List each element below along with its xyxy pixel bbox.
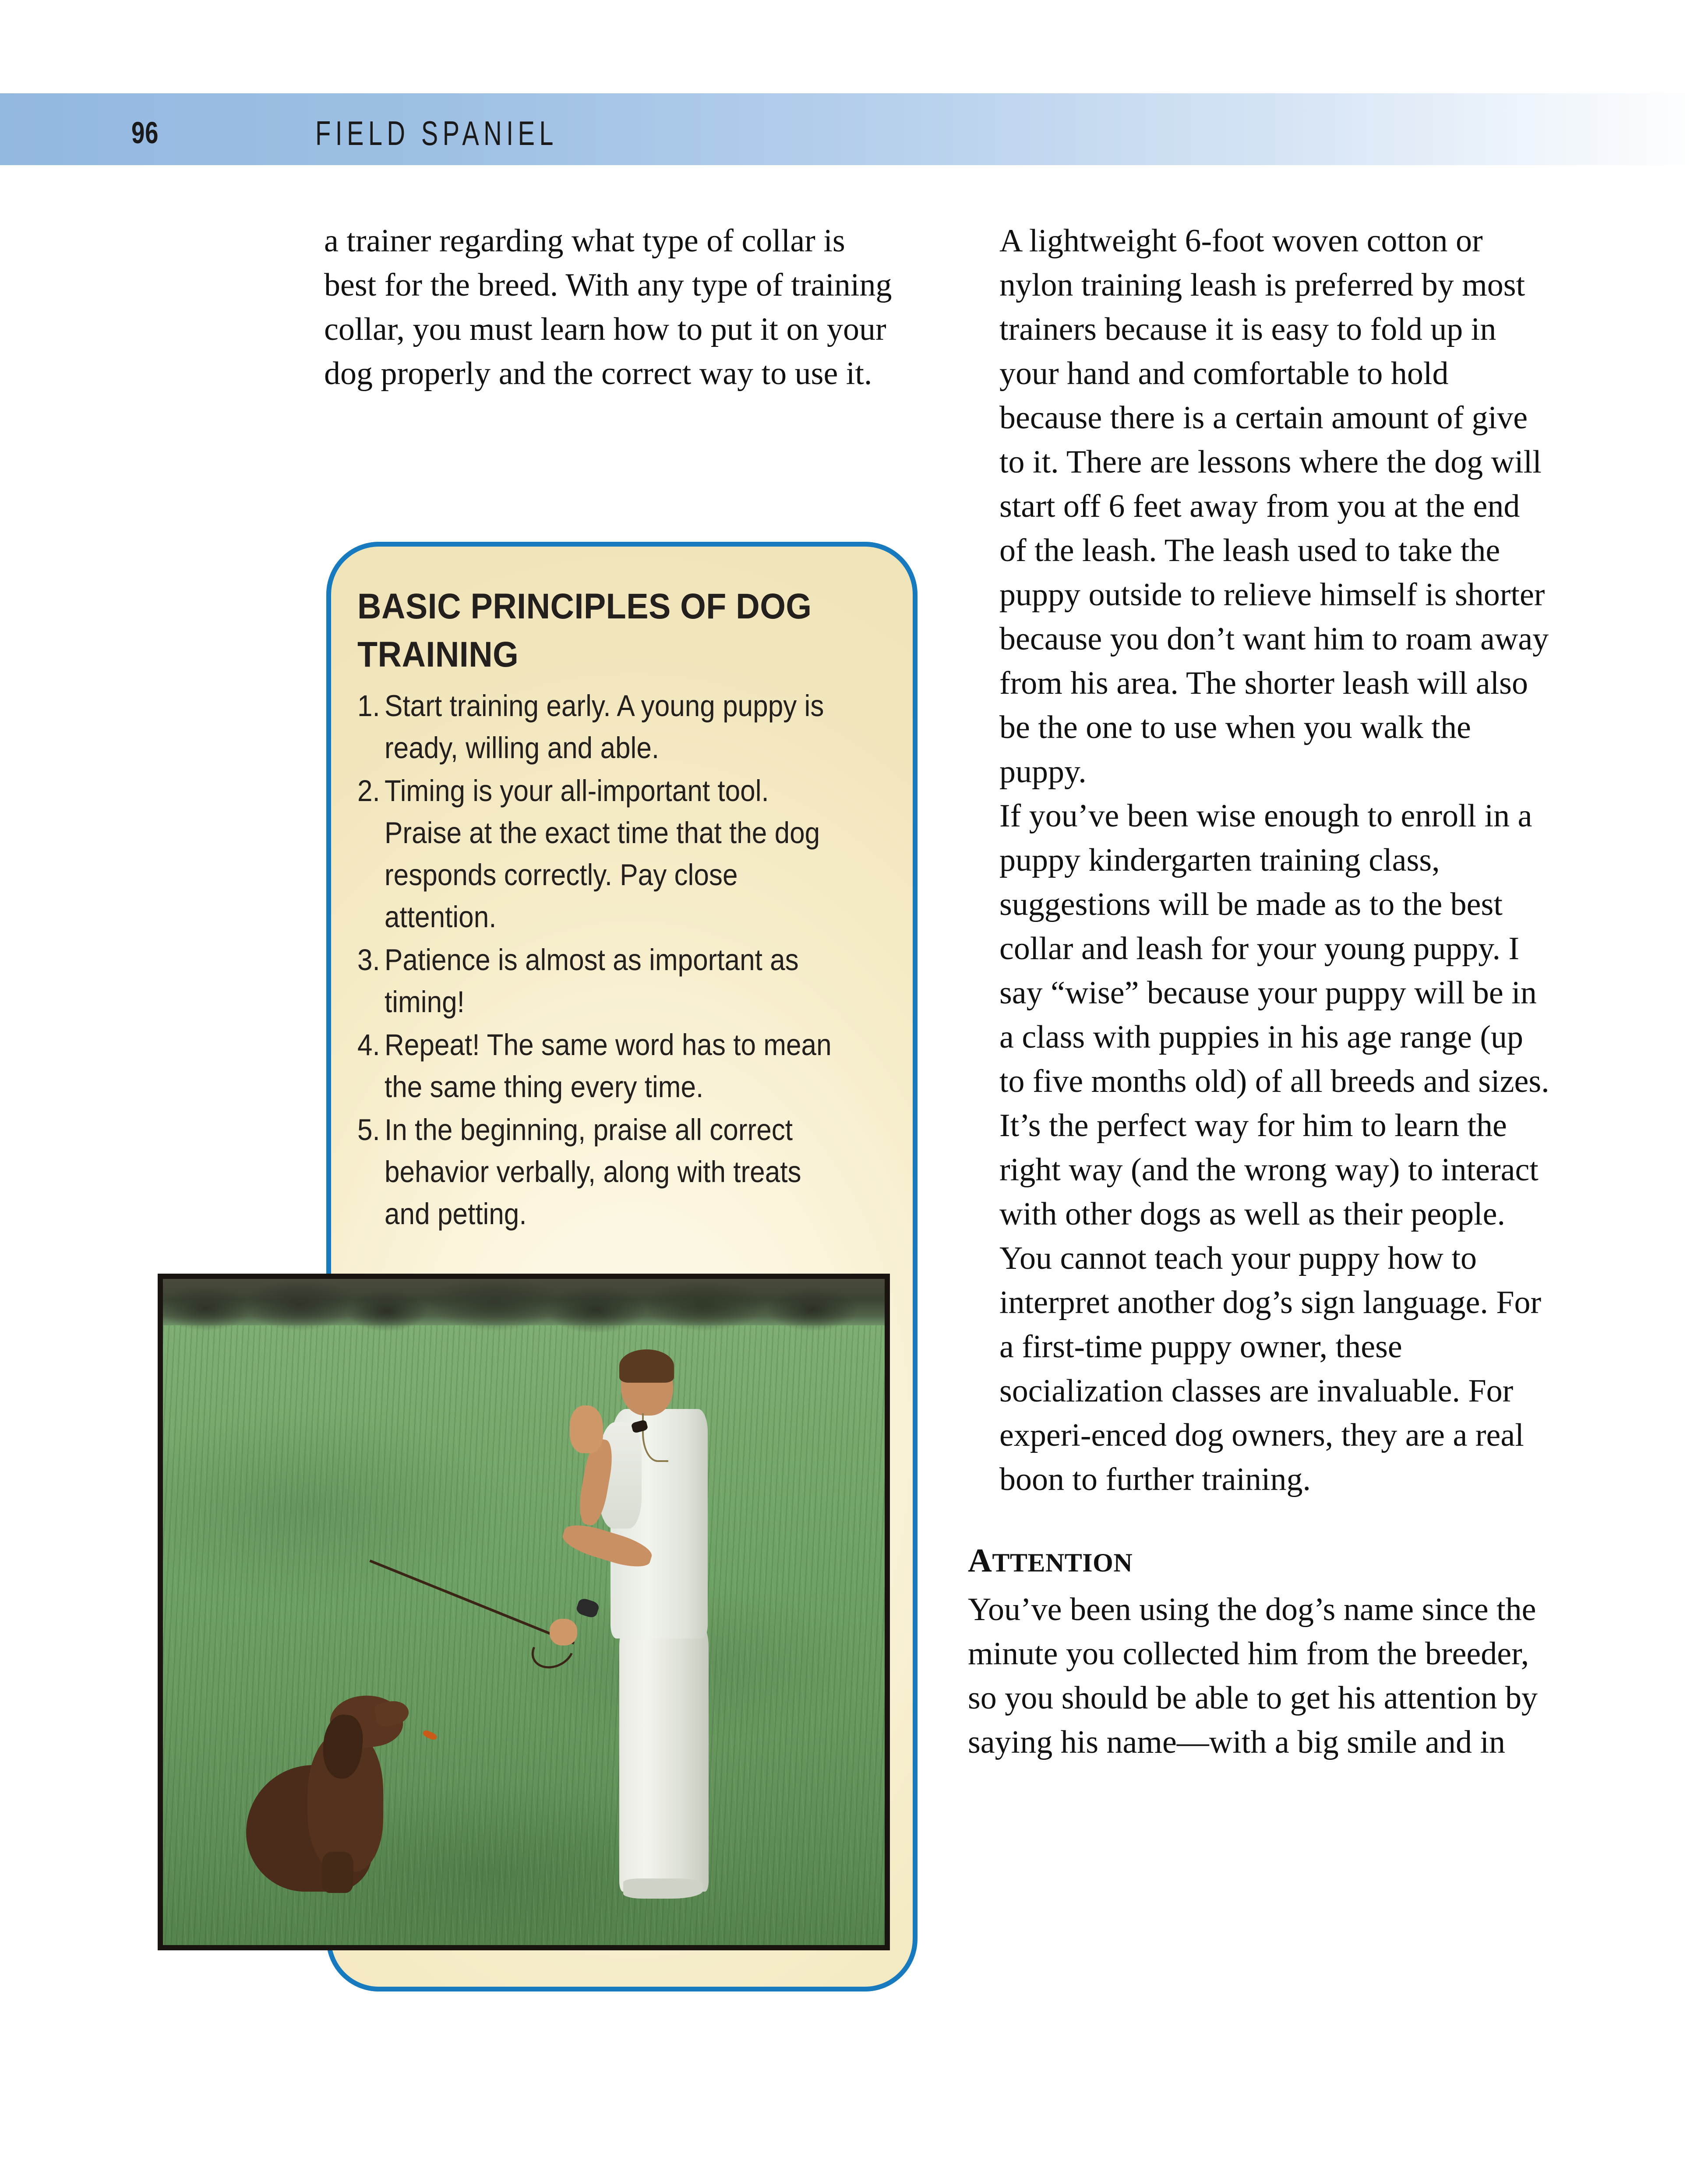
sidebar-title: BASIC PRINCIPLES OF DOG TRAINING <box>357 586 812 674</box>
attention-subhead <box>968 1539 1555 1585</box>
photo-scene <box>163 1279 885 1945</box>
page-number: 96 <box>131 116 159 150</box>
list-item-text: Patience is almost as important as timing! <box>385 943 799 1019</box>
list-item-number: 5. <box>357 1113 380 1147</box>
list-item-number: 3. <box>357 943 380 977</box>
list-item <box>357 939 889 1023</box>
left-paragraph: a trainer regarding what type of collar is best for the breed. With any type of training collar, you must learn how to put it on your dog properly and the correct way to use it. <box>324 223 892 392</box>
training-photograph <box>158 1274 890 1950</box>
list-item-number: 2. <box>357 774 380 808</box>
subhead-initial-cap: A <box>968 1542 992 1579</box>
list-item-text: Repeat! The same word has to mean the same thing every time. <box>385 1028 832 1104</box>
right-text-column <box>968 219 1555 1765</box>
man-trousers <box>619 1625 709 1892</box>
list-item-text: Timing is your all-important tool. Praise at the exact time that the dog responds correctly. Pay close attention. <box>385 774 820 934</box>
chapter-title: FIELD SPANIEL <box>315 114 558 152</box>
sidebar-content <box>357 583 889 1236</box>
dog-foreleg <box>322 1852 354 1893</box>
list-item-number: 1. <box>357 689 380 723</box>
running-head-band <box>0 93 1708 165</box>
list-item <box>357 1109 889 1235</box>
right-paragraph-2: If you’ve been wise enough to enroll in a puppy kindergarten training class, suggestions will be made as to the best collar and leash for your young puppy. I say “wise” because your puppy will be in a class with puppies in his age range (up to five months old) of all breeds and sizes. It’s the perfect way for him to learn the right way (and the wrong way) to interact with other dogs as well as their people. You cannot teach your puppy how to interpret another dog’s sign language. For a first-time puppy owner, these socialization classes are invaluable. For experi-enced dog owners, they are a real boon to further training. <box>999 798 1549 1497</box>
man-shoe <box>623 1878 702 1899</box>
list-item <box>357 685 889 769</box>
left-text-column <box>324 219 893 396</box>
list-item-number: 4. <box>357 1028 380 1062</box>
right-paragraph-1: A lightweight 6-foot woven cotton or nylon training leash is preferred by most trainers because it is easy to fold up in your hand and comfortable to hold because there is a certain amount of give to it. There are lessons where the dog will start off 6 feet away from you at the end of the leash. The leash used to take the puppy outside to relieve himself is shorter because you don’t want him to roam away from his area. The shorter leash will also be the one to use when you walk the puppy. <box>999 223 1549 790</box>
sidebar-principles-list <box>357 685 889 1235</box>
hedgerow-foliage <box>163 1279 885 1332</box>
list-item-text: In the beginning, praise all correct behavior verbally, along with treats and petting. <box>385 1113 801 1231</box>
list-item <box>357 770 889 938</box>
list-item-text: Start training early. A young puppy is ready, willing and able. <box>385 689 824 765</box>
right-paragraph-3: You’ve been using the dog’s name since the minute you collected him from the breeder, so you should be able to get his attention by saying his name—with a big smile and in <box>968 1592 1538 1760</box>
subhead-small-caps: TTENTION <box>992 1548 1133 1577</box>
man-leash-hand <box>550 1619 577 1645</box>
list-item <box>357 1024 889 1108</box>
man-hair <box>619 1349 674 1383</box>
man-signal-hand <box>570 1405 603 1454</box>
